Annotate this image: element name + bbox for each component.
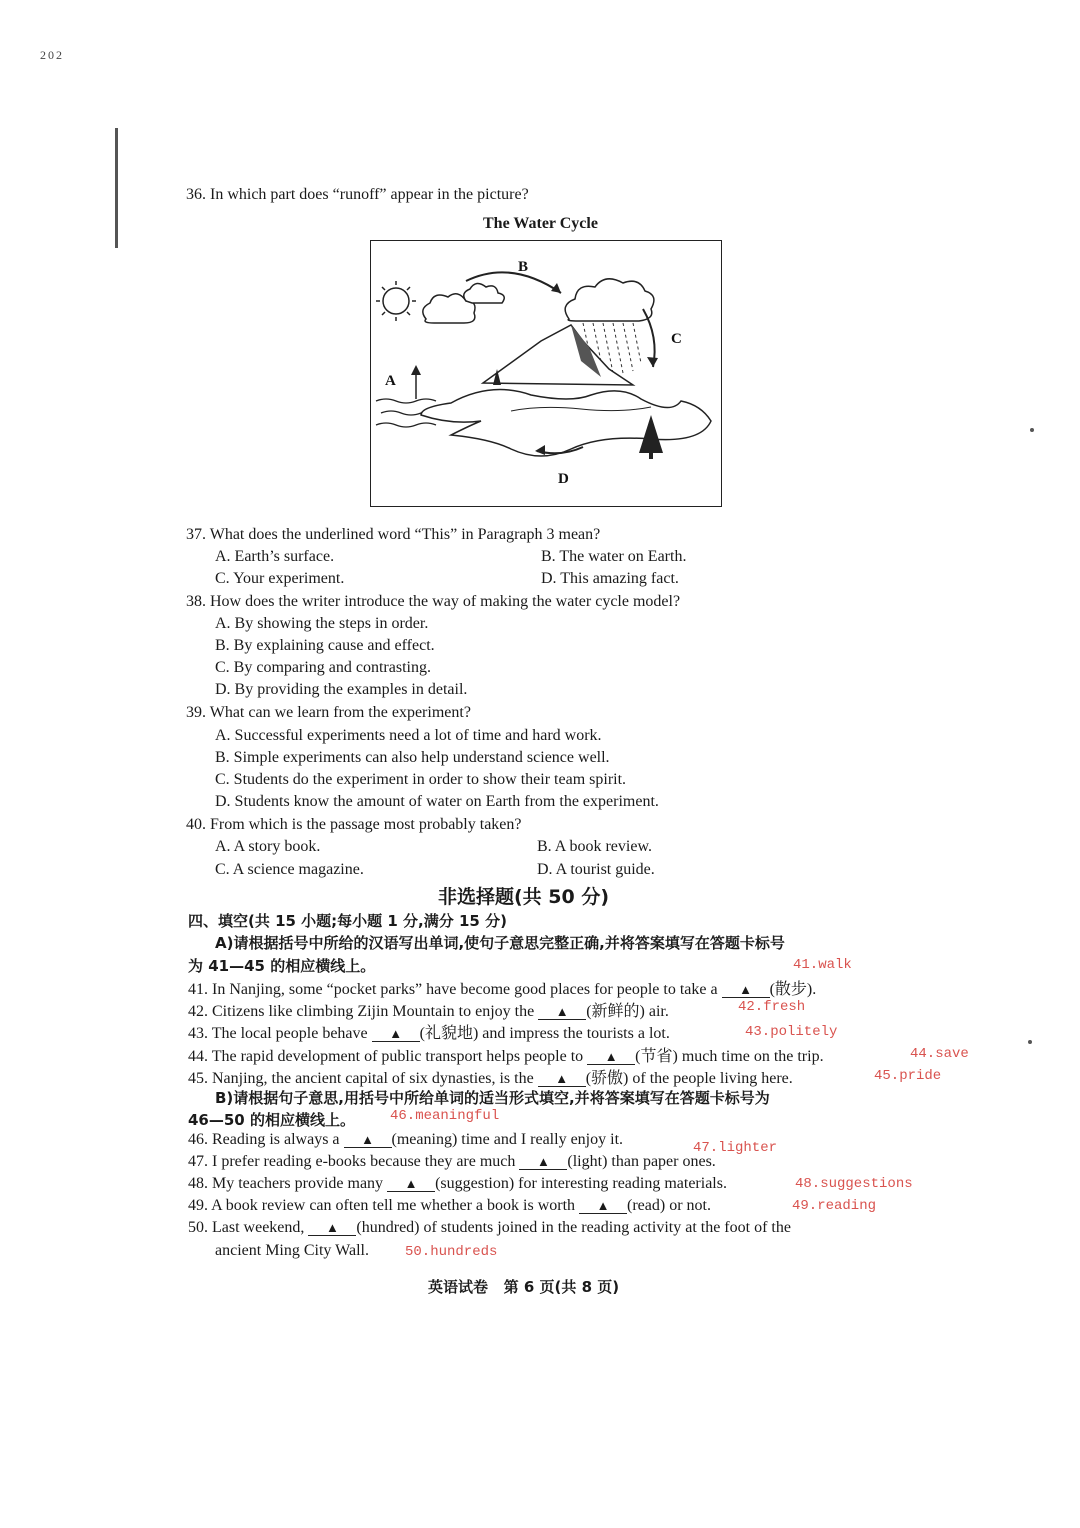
item-50 <box>188 1219 791 1237</box>
part-a-instruction-1: A)请根据括号中所给的汉语写出单词,使句子意思完整正确,并将答案填写在答题卡标号 <box>215 934 785 952</box>
q39-option-c[interactable]: C. Students do the experiment in order to show their team spirit. <box>215 771 627 788</box>
item-44-text: 44. The rapid development of public transport helps people to <box>188 1048 584 1065</box>
item-44 <box>188 1043 824 1066</box>
answer-49: 49.reading <box>792 1198 877 1214</box>
item-50-text: 50. Last weekend, <box>188 1219 305 1236</box>
part-a-instruction-2: 为 41—45 的相应横线上。 <box>188 957 376 975</box>
answer-45: 45.pride <box>874 1068 942 1084</box>
answer-46: 46.meaningful <box>390 1108 500 1124</box>
question-37: 37. What does the underlined word “This” in Paragraph 3 mean? <box>186 526 601 543</box>
item-50-line2: ancient Ming City Wall. <box>215 1242 369 1259</box>
label-a: A <box>385 373 396 389</box>
answer-47: 47.lighter <box>693 1140 778 1156</box>
q40-option-d[interactable]: D. A tourist guide. <box>537 861 655 878</box>
arrowhead <box>647 357 658 367</box>
item-43-text: 43. The local people behave <box>188 1025 368 1042</box>
answer-43: 43.politely <box>745 1024 838 1040</box>
label-b: B <box>518 259 529 275</box>
item-44-blank[interactable]: ▲ <box>587 1050 635 1065</box>
item-42-blank[interactable]: ▲ <box>538 1005 586 1020</box>
item-48-text: 48. My teachers provide many <box>188 1175 384 1192</box>
item-47-blank[interactable]: ▲ <box>519 1155 567 1170</box>
page-footer: 英语试卷 第 6 页(共 8 页) <box>428 1278 620 1296</box>
scan-dot <box>1028 1040 1032 1044</box>
rain-cloud-icon <box>565 279 654 321</box>
item-46 <box>188 1131 623 1149</box>
item-45 <box>188 1065 793 1088</box>
q40-option-a[interactable]: A. A story book. <box>215 838 321 855</box>
q38-option-c[interactable]: C. By comparing and contrasting. <box>215 659 431 676</box>
item-48 <box>188 1175 727 1193</box>
diagram-title: The Water Cycle <box>483 215 598 232</box>
item-47-hint: (light) than paper ones. <box>567 1153 716 1170</box>
item-43 <box>188 1020 670 1043</box>
section-heading: 非选择题(共 50 分) <box>438 886 610 908</box>
q39-option-a[interactable]: A. Successful experiments need a lot of time and hard work. <box>215 727 602 744</box>
answer-50: 50.hundreds <box>405 1244 498 1260</box>
part-b-instruction-2: 46—50 的相应横线上。 <box>188 1111 355 1129</box>
q40-option-c[interactable]: C. A science magazine. <box>215 861 364 878</box>
answer-42: 42.fresh <box>738 999 806 1015</box>
item-45-hint: (骄傲) of the people living here. <box>585 1070 793 1087</box>
item-48-blank[interactable]: ▲ <box>387 1177 435 1192</box>
question-40: 40. From which is the passage most probably taken? <box>186 816 522 833</box>
answer-48: 48.suggestions <box>795 1176 913 1192</box>
item-41-blank[interactable]: ▲ <box>722 983 770 998</box>
sun-icon <box>376 281 416 321</box>
item-42 <box>188 998 669 1021</box>
q38-option-b[interactable]: B. By explaining cause and effect. <box>215 637 435 654</box>
label-c: C <box>671 331 682 347</box>
arrowhead <box>411 365 421 375</box>
item-49-hint: (read) or not. <box>627 1197 711 1214</box>
river-path <box>421 390 711 456</box>
item-50-hint: (hundred) of students joined in the reading activity at the foot of the <box>356 1219 791 1236</box>
q37-option-b[interactable]: B. The water on Earth. <box>541 548 687 565</box>
question-39: 39. What can we learn from the experiment? <box>186 704 471 721</box>
item-50-blank[interactable]: ▲ <box>308 1221 356 1236</box>
header-fragment: 202 <box>40 48 64 62</box>
part-title: 四、填空(共 15 小题;每小题 1 分,满分 15 分) <box>188 912 507 930</box>
item-41-hint: (散步). <box>769 981 817 998</box>
item-41-text: 41. In Nanjing, some “pocket parks” have become good places for people to take a <box>188 981 718 998</box>
q39-option-d[interactable]: D. Students know the amount of water on Earth from the experiment. <box>215 793 659 810</box>
cloud-icon <box>423 283 504 323</box>
item-46-blank[interactable]: ▲ <box>344 1133 392 1148</box>
item-46-hint: (meaning) time and I really enjoy it. <box>391 1131 624 1148</box>
answer-44: 44.save <box>910 1046 969 1062</box>
water-cycle-illustration <box>371 241 721 506</box>
item-49 <box>188 1197 711 1215</box>
q37-option-d[interactable]: D. This amazing fact. <box>541 570 679 587</box>
item-47 <box>188 1153 716 1171</box>
q38-option-d[interactable]: D. By providing the examples in detail. <box>215 681 468 698</box>
question-38: 38. How does the writer introduce the way of making the water cycle model? <box>186 593 681 610</box>
item-42-hint: (新鲜的) air. <box>586 1003 669 1020</box>
question-36: 36. In which part does “runoff” appear in the picture? <box>186 186 529 203</box>
water-cycle-diagram <box>370 240 722 507</box>
scan-edge-mark <box>115 128 118 248</box>
item-47-text: 47. I prefer reading e-books because they are much <box>188 1153 516 1170</box>
item-42-text: 42. Citizens like climbing Zijin Mountain to enjoy the <box>188 1003 535 1020</box>
q38-option-a[interactable]: A. By showing the steps in order. <box>215 615 429 632</box>
item-41 <box>188 976 816 999</box>
q37-option-c[interactable]: C. Your experiment. <box>215 570 345 587</box>
q40-option-b[interactable]: B. A book review. <box>537 838 652 855</box>
item-45-blank[interactable]: ▲ <box>538 1072 586 1087</box>
item-45-text: 45. Nanjing, the ancient capital of six dynasties, is the <box>188 1070 534 1087</box>
q37-option-a[interactable]: A. Earth’s surface. <box>215 548 335 565</box>
item-48-hint: (suggestion) for interesting reading materials. <box>435 1175 727 1192</box>
item-44-hint: (节省) much time on the trip. <box>635 1048 824 1065</box>
item-43-hint: (礼貌地) and impress the tourists a lot. <box>419 1025 670 1042</box>
part-b-instruction-1: B)请根据句子意思,用括号中所给单词的适当形式填空,并将答案填写在答题卡标号为 <box>215 1089 770 1107</box>
mountain-icon <box>483 325 633 385</box>
item-46-text: 46. Reading is always a <box>188 1131 340 1148</box>
answer-41: 41.walk <box>793 957 852 973</box>
label-d: D <box>558 471 569 487</box>
item-49-text: 49. A book review can often tell me whether a book is worth <box>188 1197 576 1214</box>
q39-option-b[interactable]: B. Simple experiments can also help understand science well. <box>215 749 610 766</box>
scan-dot <box>1030 428 1034 432</box>
item-43-blank[interactable]: ▲ <box>372 1027 420 1042</box>
item-49-blank[interactable]: ▲ <box>579 1199 627 1214</box>
